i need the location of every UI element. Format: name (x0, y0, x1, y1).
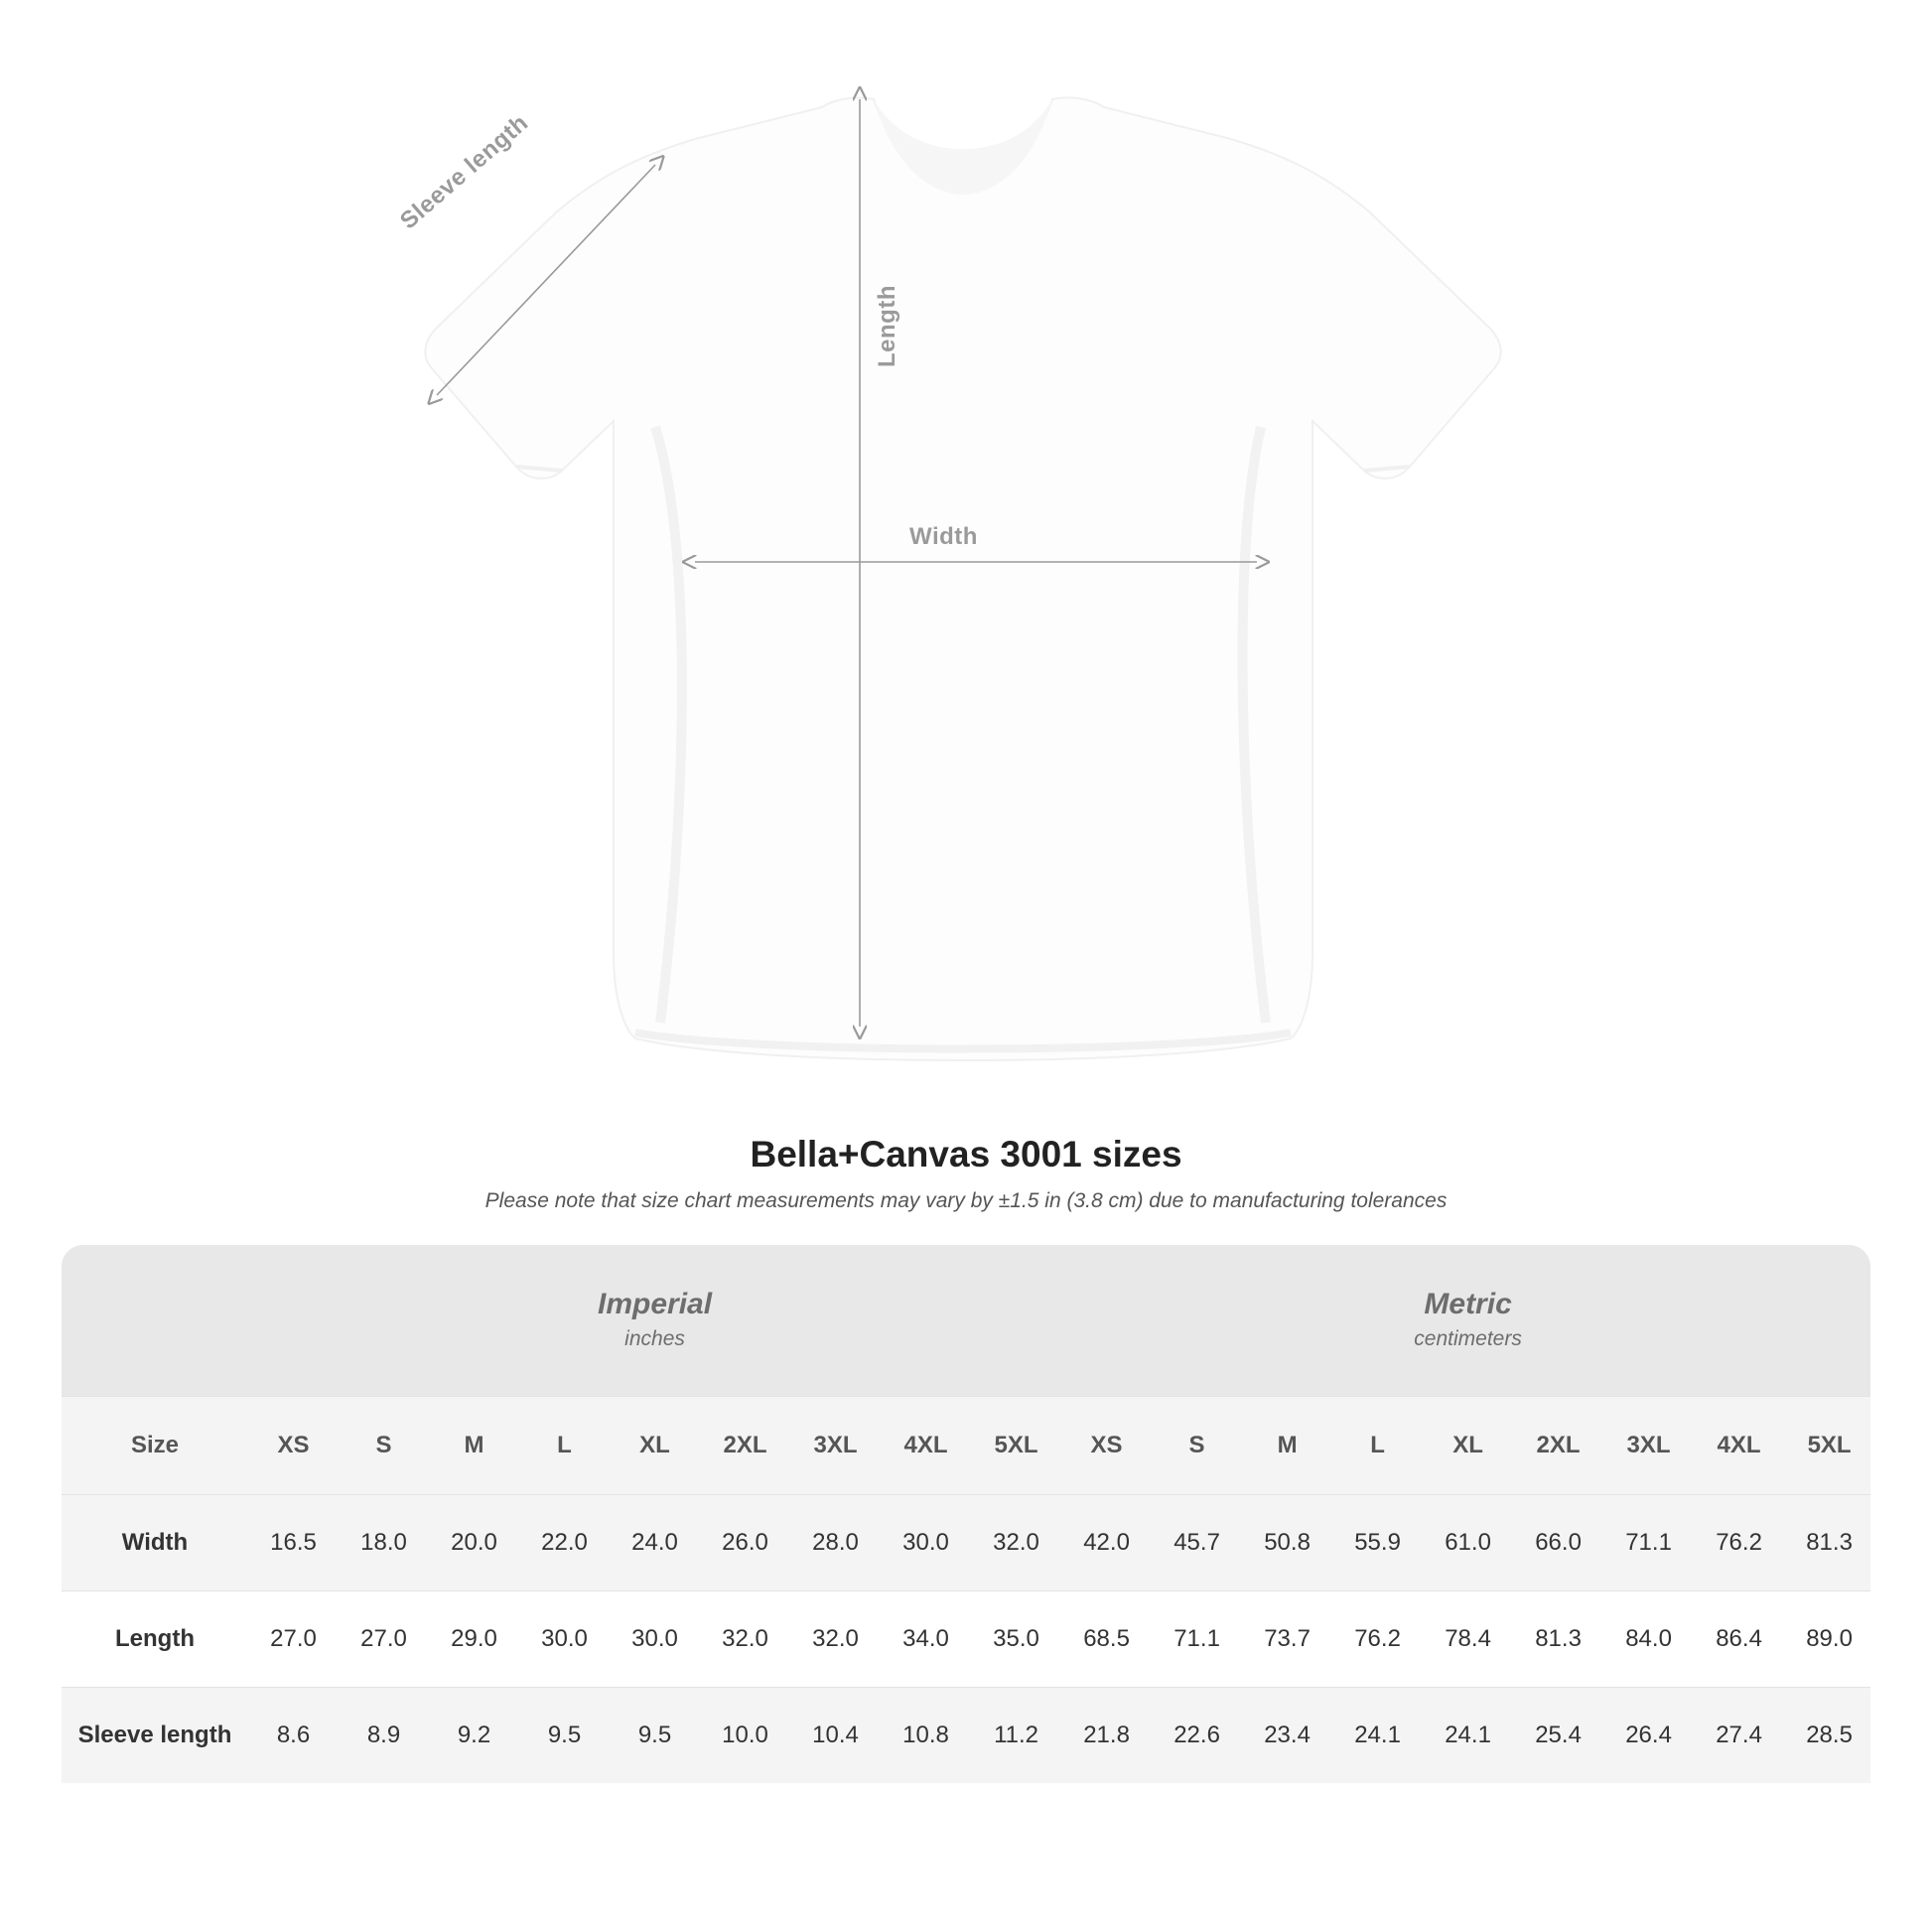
table-cell: 24.1 (1332, 1687, 1423, 1783)
table-cell: 81.3 (1784, 1494, 1870, 1590)
table-cell: 45.7 (1152, 1494, 1242, 1590)
metric-header-cell (1061, 1245, 1870, 1396)
table-cell: 32.0 (700, 1590, 790, 1687)
imperial-header-sub: inches (624, 1326, 685, 1350)
table-cell: 9.5 (610, 1687, 700, 1783)
table-cell: 28.5 (1784, 1687, 1870, 1783)
table-cell: 55.9 (1332, 1494, 1423, 1590)
table-cell: 9.2 (429, 1687, 519, 1783)
table-cell: 76.2 (1694, 1494, 1784, 1590)
table-cell: 71.1 (1603, 1494, 1694, 1590)
units-header-row (62, 1245, 1870, 1396)
table-cell: 26.0 (700, 1494, 790, 1590)
table-cell: 24.1 (1423, 1687, 1513, 1783)
table-cell: 24.0 (610, 1494, 700, 1590)
table-cell: 9.5 (519, 1687, 610, 1783)
width-label: Width (909, 523, 978, 550)
table-cell: 73.7 (1242, 1590, 1332, 1687)
table-cell: 68.5 (1061, 1590, 1152, 1687)
size-header-cell: XL (610, 1396, 700, 1494)
imperial-header-cell (248, 1245, 1061, 1396)
corner-cell (62, 1245, 248, 1396)
table-cell: 78.4 (1423, 1590, 1513, 1687)
table-cell: 71.1 (1152, 1590, 1242, 1687)
size-header-cell: XS (248, 1396, 339, 1494)
table-cell: 35.0 (971, 1590, 1061, 1687)
size-header-row (62, 1396, 1870, 1494)
size-header-cell: M (429, 1396, 519, 1494)
table-cell: 27.0 (339, 1590, 429, 1687)
metric-header-label: Metric (1424, 1288, 1512, 1321)
tolerance-note: Please note that size chart measurements may vary by ±1.5 in (3.8 cm) due to manufacturing tolerances (484, 1189, 1448, 1212)
sleeve-length-label: Sleeve length (395, 109, 534, 235)
size-header-cell: XL (1423, 1396, 1513, 1494)
table-cell: 34.0 (881, 1590, 971, 1687)
length-label: Length (874, 285, 900, 367)
table-cell: 32.0 (790, 1590, 881, 1687)
size-header-cell: L (519, 1396, 610, 1494)
size-header-cell: 3XL (790, 1396, 881, 1494)
table-row (62, 1494, 1870, 1590)
table-cell: 23.4 (1242, 1687, 1332, 1783)
tshirt-shape (425, 97, 1500, 1060)
table-cell: 61.0 (1423, 1494, 1513, 1590)
table-cell: 26.4 (1603, 1687, 1694, 1783)
table-cell: 28.0 (790, 1494, 881, 1590)
size-chart-table-wrapper (62, 1245, 1870, 1783)
table-cell: 20.0 (429, 1494, 519, 1590)
table-row (62, 1687, 1870, 1783)
imperial-header-label: Imperial (598, 1288, 713, 1321)
row-label-width: Width (62, 1494, 248, 1590)
table-cell: 16.5 (248, 1494, 339, 1590)
size-header-cell: 4XL (1694, 1396, 1784, 1494)
table-row (62, 1590, 1870, 1687)
table-cell: 11.2 (971, 1687, 1061, 1783)
title-block (0, 1134, 1932, 1213)
table-cell: 8.6 (248, 1687, 339, 1783)
table-cell: 10.8 (881, 1687, 971, 1783)
table-cell: 25.4 (1513, 1687, 1603, 1783)
table-cell: 27.0 (248, 1590, 339, 1687)
size-header-cell: S (1152, 1396, 1242, 1494)
table-cell: 32.0 (971, 1494, 1061, 1590)
table-cell: 30.0 (881, 1494, 971, 1590)
table-cell: 22.0 (519, 1494, 610, 1590)
metric-header-sub: centimeters (1414, 1326, 1522, 1350)
size-header-cell: 3XL (1603, 1396, 1694, 1494)
size-header-cell: M (1242, 1396, 1332, 1494)
size-header-cell: 5XL (971, 1396, 1061, 1494)
table-cell: 21.8 (1061, 1687, 1152, 1783)
table-cell: 10.0 (700, 1687, 790, 1783)
table-cell: 76.2 (1332, 1590, 1423, 1687)
table-cell: 10.4 (790, 1687, 881, 1783)
table-cell: 81.3 (1513, 1590, 1603, 1687)
table-cell: 18.0 (339, 1494, 429, 1590)
size-header-cell: L (1332, 1396, 1423, 1494)
table-cell: 8.9 (339, 1687, 429, 1783)
table-cell: 89.0 (1784, 1590, 1870, 1687)
size-chart-table (62, 1245, 1870, 1783)
size-label-cell: Size (62, 1396, 248, 1494)
page-title: Bella+Canvas 3001 sizes (750, 1134, 1182, 1174)
table-cell: 30.0 (519, 1590, 610, 1687)
size-header-cell: 4XL (881, 1396, 971, 1494)
size-header-cell: 2XL (1513, 1396, 1603, 1494)
size-header-cell: 5XL (1784, 1396, 1870, 1494)
row-label-sleeve-length: Sleeve length (62, 1687, 248, 1783)
table-cell: 84.0 (1603, 1590, 1694, 1687)
table-cell: 30.0 (610, 1590, 700, 1687)
row-label-length: Length (62, 1590, 248, 1687)
table-cell: 86.4 (1694, 1590, 1784, 1687)
table-cell: 27.4 (1694, 1687, 1784, 1783)
table-cell: 22.6 (1152, 1687, 1242, 1783)
size-header-cell: XS (1061, 1396, 1152, 1494)
table-cell: 29.0 (429, 1590, 519, 1687)
size-header-cell: 2XL (700, 1396, 790, 1494)
size-header-cell: S (339, 1396, 429, 1494)
table-cell: 66.0 (1513, 1494, 1603, 1590)
table-cell: 42.0 (1061, 1494, 1152, 1590)
table-cell: 50.8 (1242, 1494, 1332, 1590)
